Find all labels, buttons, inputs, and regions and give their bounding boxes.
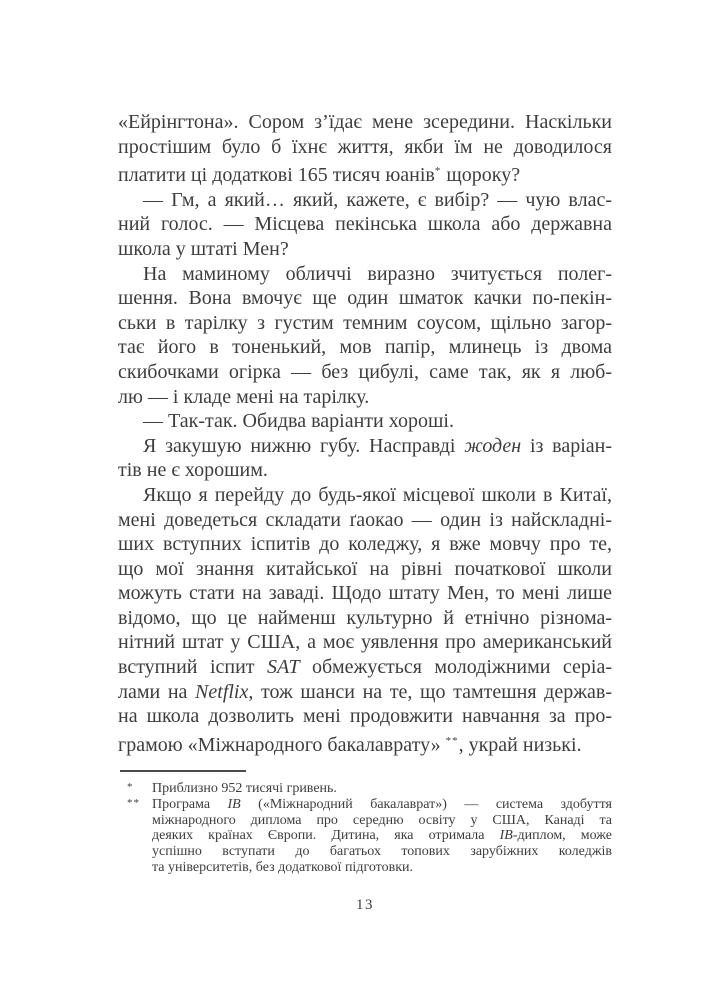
footnote-text xyxy=(152,781,612,797)
paragraph xyxy=(118,188,612,262)
page-number: 13 xyxy=(356,897,374,913)
emphasis-text: IB xyxy=(499,828,513,844)
text-line: «Ейрінгтона». Сором з’їдає мене зсередини. Наскільки xyxy=(118,111,612,133)
text-line: шення. Вона вмочує ще один шматок качки по-пекін- xyxy=(118,287,612,310)
footnote-reference: ** xyxy=(445,734,459,747)
text-line: ших вступних іспитів до коледжу, я вже мовчу про те, xyxy=(118,533,612,556)
text-line: на школа дозволить мені продовжити навчання за про- xyxy=(118,705,612,728)
footnote-item xyxy=(118,797,612,876)
text-line: — Гм, а який… який, кажете, є вибір? — чую влас- xyxy=(143,188,612,211)
text-line: Я закушую нижню губу. Насправді жоден із варіан- xyxy=(143,434,613,457)
text-line: ськи в тарілку з густим темним соусом, щільно загор- xyxy=(118,311,612,334)
footnote-line: та університетів, без додаткової підготовки. xyxy=(152,859,413,875)
footnote-separator xyxy=(120,770,246,772)
text-line: грамою «Міжнародного бакалаврату» **, украй низькі. xyxy=(118,733,582,756)
emphasis-text: SAT xyxy=(266,656,300,679)
footnote-line: успішно вступати до багатьох топових зарубіжних коледжів xyxy=(152,844,612,860)
emphasis-text: Netflix xyxy=(195,680,249,703)
text-line: школа у штаті Мен? xyxy=(118,237,289,260)
text-line: Якщо я перейду до будь-якої місцевої школи в Китаї, xyxy=(143,483,612,506)
text-line: скибочками огірка — без цибулі, саме так, як я люб- xyxy=(118,360,612,383)
footnote-text xyxy=(152,797,612,876)
paragraph xyxy=(118,434,612,483)
footnote-item xyxy=(118,781,612,797)
footnote-line: Програма IB («Міжнародний бакалаврат») — система здобуття xyxy=(152,796,612,812)
text-line: вступний іспит SAT обмежується молодіжними серіа- xyxy=(118,656,613,679)
text-line: відомо, що це найменш культурно й етнічно різнома- xyxy=(118,606,612,629)
footnote-line: міжнародного диплома про середню освіту у США, Канаді та xyxy=(152,812,612,828)
footnote-marker: ** xyxy=(127,796,140,809)
footnote-line: Приблизно 952 тисячі гривень. xyxy=(152,781,337,796)
footnote-marker: * xyxy=(127,781,134,793)
paragraph xyxy=(118,483,612,758)
text-line: — Так-так. Обидва варіанти хороші. xyxy=(143,410,454,433)
footnote-reference: * xyxy=(434,165,442,178)
text-line: нітний штат у США, а моє уявлення про американський xyxy=(118,631,612,654)
emphasis-text: жоден xyxy=(464,434,522,457)
text-line: тає його в тоненький, мов папір, млинець із двома xyxy=(118,336,612,359)
text-line: лю — і кладе мені на тарілку. xyxy=(118,385,370,408)
body-text xyxy=(118,110,612,757)
text-line: тів не є хорошим. xyxy=(118,459,268,482)
paragraph xyxy=(118,110,612,188)
emphasis-text: IB xyxy=(227,796,241,812)
text-line: можуть стати на заваді. Щодо штату Мен, то мені лише xyxy=(118,582,612,605)
footnote-line: деяких країнах Європи. Дитина, яка отримала IB-диплом, може xyxy=(152,828,612,844)
paragraph xyxy=(118,409,612,434)
text-line: мені доведеться складати ґаокао — один із найскладні- xyxy=(118,508,612,531)
text-line: На маминому обличчі виразно зчитується полег- xyxy=(143,262,612,285)
text-line: ний голос. — Місцева пекінська школа або державна xyxy=(118,213,612,236)
paragraph xyxy=(118,262,612,410)
text-line: простішим було б їхнє життя, якби їм не доводилося xyxy=(118,135,612,158)
text-line: лами на Netflix, тож шанси на те, що тамтешня держав- xyxy=(118,680,612,703)
text-line: що мої знання китайської на рівні початкової школи xyxy=(118,557,612,580)
footnotes xyxy=(118,781,612,876)
text-line: платити ці додаткові 165 тисяч юанів* щороку? xyxy=(118,164,521,187)
